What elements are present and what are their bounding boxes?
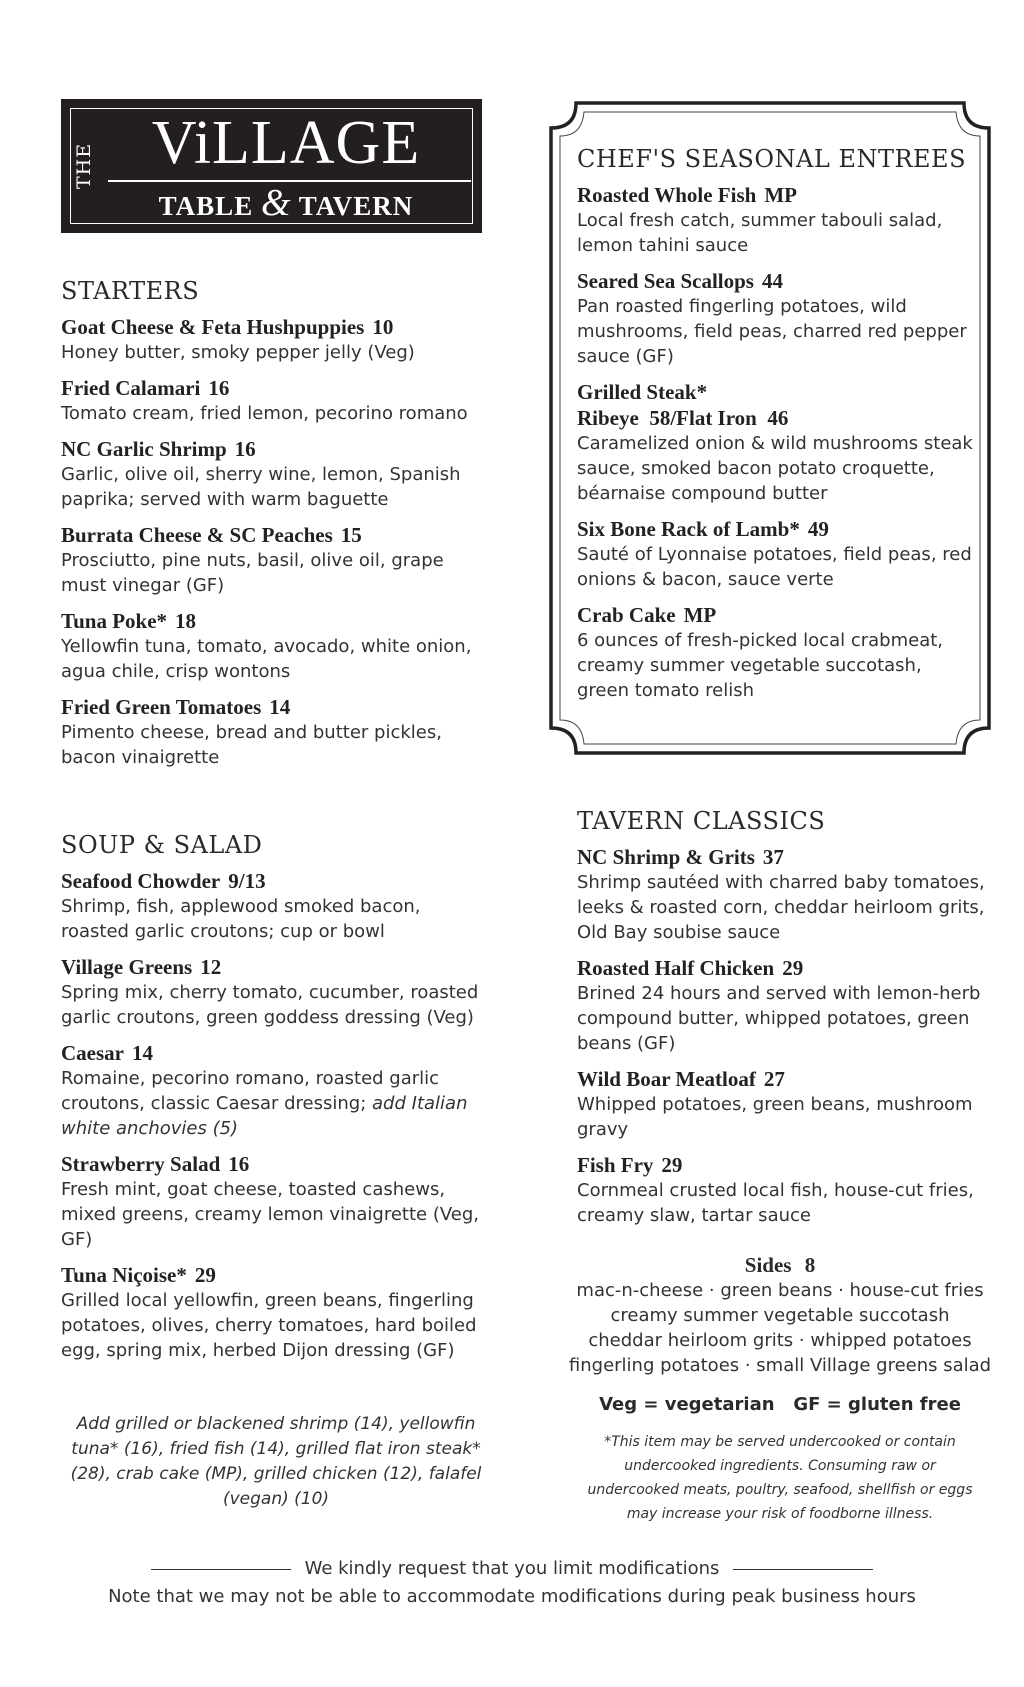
menu-item-price: 37	[762, 845, 784, 869]
menu-item-description	[61, 720, 491, 770]
menu-item-price: 49	[807, 517, 829, 541]
chef-seasonal-frame	[548, 100, 992, 756]
menu-item-description	[577, 208, 977, 258]
menu-item	[577, 268, 977, 369]
footer-line-1	[0, 1555, 1024, 1583]
tavern-classics-section	[577, 806, 1007, 1238]
menu-item-price: 29	[782, 956, 804, 980]
menu-item-name: Wild Boar Meatloaf	[577, 1067, 756, 1091]
soup-salad-title: SOUP & SALAD	[61, 831, 263, 859]
menu-item	[61, 522, 491, 598]
menu-item-price: 29	[661, 1153, 683, 1177]
menu-item-description-text: Romaine, pecorino romano, roasted garlic croutons, classic Caesar dressing;	[61, 1068, 440, 1114]
logo-village: ViLLAGE	[151, 109, 421, 177]
menu-item-name: NC Garlic Shrimp	[61, 437, 227, 461]
footer	[0, 1555, 1024, 1611]
menu-item-name: Strawberry Salad	[61, 1152, 221, 1176]
sides-line: fingerling potatoes · small Village greens salad	[568, 1355, 992, 1376]
sides-section	[560, 1252, 1000, 1526]
soup-salad-list	[61, 868, 491, 1363]
menu-item	[577, 955, 1007, 1056]
menu-item-heading	[61, 314, 491, 340]
menu-item-name: Six Bone Rack of Lamb*	[577, 517, 800, 541]
menu-item	[577, 602, 977, 703]
menu-item-description-text: Grilled local yellowfin, green beans, fingerling potatoes, olives, cherry tomatoes, hard boiled egg, spring mix, herbed Dijon dressing (GF)	[61, 1290, 477, 1361]
menu-item-name: Roasted Whole Fish	[577, 183, 757, 207]
tavern-title: TAVERN CLASSICS	[577, 807, 826, 835]
menu-item-heading	[577, 516, 977, 542]
menu-item	[577, 844, 1007, 945]
menu-item-description	[61, 634, 491, 684]
menu-item-price: 16	[208, 376, 230, 400]
menu-item	[577, 182, 977, 258]
menu-item-heading	[577, 182, 977, 208]
menu-item-description	[61, 1066, 491, 1141]
menu-item-price: 27	[763, 1067, 785, 1091]
menu-item-heading	[577, 1066, 1007, 1092]
menu-item	[577, 1066, 1007, 1142]
menu-item-description	[577, 628, 977, 703]
starters-section	[61, 276, 491, 780]
menu-item-description-text: Shrimp, fish, applewood smoked bacon, roasted garlic croutons; cup or bowl	[61, 896, 421, 942]
menu-item-description	[61, 462, 491, 512]
menu-item	[61, 1262, 491, 1363]
menu-item-price: 10	[372, 315, 394, 339]
menu-item-description	[61, 1288, 491, 1363]
menu-item	[61, 868, 491, 944]
menu-item-description	[577, 981, 1007, 1056]
menu-item-description	[577, 870, 1007, 945]
menu-item-name: Burrata Cheese & SC Peaches	[61, 523, 333, 547]
menu-item-price: 12	[200, 955, 222, 979]
menu-item	[577, 1152, 1007, 1228]
footer-rule-right	[733, 1569, 873, 1570]
menu-item-price: 14	[269, 695, 291, 719]
menu-item-name: Goat Cheese & Feta Hushpuppies	[61, 315, 365, 339]
menu-item-price: 44	[761, 269, 783, 293]
menu-item-heading	[61, 868, 491, 894]
sides-line: creamy summer vegetable succotash	[610, 1305, 950, 1326]
menu-item-cut-prices: Ribeye 58/Flat Iron 46	[577, 406, 789, 430]
menu-item-name: Tuna Niçoise*	[61, 1263, 187, 1287]
menu-item-description-text: Tomato cream, fried lemon, pecorino romano	[61, 403, 468, 424]
menu-item-name: Roasted Half Chicken	[577, 956, 775, 980]
footer-rule-left	[151, 1569, 291, 1570]
menu-item-price: MP	[683, 603, 717, 627]
menu-item-name: Grilled Steak*	[577, 380, 708, 404]
menu-item-description	[577, 431, 977, 506]
menu-item-name: Tuna Poke*	[61, 609, 168, 633]
menu-item	[61, 375, 491, 426]
menu-item-name: Fried Calamari	[61, 376, 201, 400]
menu-item-description-text: Spring mix, cherry tomato, cucumber, roasted garlic croutons, green goddess dressing (Veg)	[61, 982, 479, 1028]
menu-item-price: 15	[340, 523, 362, 547]
menu-item-description	[577, 1092, 1007, 1142]
menu-item-description	[61, 980, 491, 1030]
menu-item-description-text: 6 ounces of fresh-picked local crabmeat, creamy summer vegetable succotash, green tomato relish	[577, 630, 944, 701]
menu-item	[577, 516, 977, 592]
chef-title: CHEF'S SEASONAL ENTREES	[577, 145, 967, 173]
menu-item-description-text: Garlic, olive oil, sherry wine, lemon, Spanish paprika; served with warm baguette	[61, 464, 461, 510]
menu-item-heading	[61, 1151, 491, 1177]
menu-item-description-text: Pan roasted fingerling potatoes, wild mushrooms, field peas, charred red pepper sauce (GF)	[577, 296, 967, 367]
menu-item-heading	[61, 694, 491, 720]
sides-label: Sides	[744, 1253, 792, 1277]
menu-item-heading	[61, 954, 491, 980]
footer-peak-hours-note: Note that we may not be able to accommodate modifications during peak business hours	[108, 1586, 916, 1607]
menu-item-description-text: Sauté of Lyonnaise potatoes, field peas, red onions & bacon, sauce verte	[577, 544, 972, 590]
menu-item-description	[61, 1177, 491, 1252]
sides-title	[560, 1252, 1000, 1278]
menu-item-heading	[577, 602, 977, 628]
menu-item-description-text: Fresh mint, goat cheese, toasted cashews, mixed greens, creamy lemon vinaigrette (Veg, GF)	[61, 1179, 479, 1250]
menu-item-description	[61, 401, 491, 426]
menu-item-heading	[577, 844, 1007, 870]
sides-line: mac-n-cheese · green beans · house-cut fries	[576, 1280, 984, 1301]
footer-modifications-request: We kindly request that you limit modifications	[304, 1558, 720, 1579]
menu-item-description-text: Whipped potatoes, green beans, mushroom gravy	[577, 1094, 973, 1140]
logo-table: TABLE	[158, 191, 254, 221]
menu-item-description-text: Honey butter, smoky pepper jelly (Veg)	[61, 342, 415, 363]
menu-item-description	[577, 294, 977, 369]
tavern-list	[577, 844, 1007, 1228]
menu-item	[61, 1040, 491, 1141]
menu-item-name: Seared Sea Scallops	[577, 269, 754, 293]
menu-item-name: NC Shrimp & Grits	[577, 845, 755, 869]
logo-the: THE	[73, 142, 95, 190]
menu-item-description-text: Pimento cheese, bread and butter pickles, bacon vinaigrette	[61, 722, 442, 768]
menu-item	[61, 1151, 491, 1252]
menu-item-description	[577, 1178, 1007, 1228]
menu-item-heading	[61, 1040, 491, 1066]
menu-item-price: 14	[131, 1041, 153, 1065]
menu-item-description	[61, 548, 491, 598]
menu-item-price: 9/13	[228, 869, 266, 893]
menu-item-price: 18	[175, 609, 197, 633]
menu-item	[61, 436, 491, 512]
dietary-legend: Veg = vegetarian GF = gluten free	[599, 1394, 961, 1415]
menu-item	[61, 314, 491, 365]
starters-title: STARTERS	[61, 277, 200, 305]
menu-item-heading	[577, 955, 1007, 981]
menu-item-description-text: Brined 24 hours and served with lemon-herb compound butter, whipped potatoes, green beans (GF)	[577, 983, 981, 1054]
menu-item-description	[61, 894, 491, 944]
menu-item-heading	[577, 1152, 1007, 1178]
protein-addons: Add grilled or blackened shrimp (14), yellowfin tuna* (16), fried fish (14), grilled flat iron steak* (28), crab cake (MP), grilled chicken (12), falafel (vegan) (10)	[70, 1414, 482, 1509]
logo-table-tavern	[106, 182, 466, 224]
menu-item-name: Fish Fry	[577, 1153, 654, 1177]
menu-item-addon-note: add Italian white anchovies (5)	[61, 1093, 468, 1139]
menu-item-name: Village Greens	[61, 955, 193, 979]
chef-seasonal-section	[577, 144, 977, 713]
menu-item-name: Crab Cake	[577, 603, 676, 627]
menu-item-price: MP	[764, 183, 797, 207]
menu-item-price: 29	[194, 1263, 216, 1287]
logo-tavern: TAVERN	[298, 191, 414, 221]
menu-item-heading	[61, 522, 491, 548]
logo-ampersand: &	[260, 182, 292, 224]
chef-list	[577, 182, 977, 703]
menu-item-heading	[61, 608, 491, 634]
menu-item-name: Fried Green Tomatoes	[61, 695, 262, 719]
sides-price: 8	[804, 1253, 816, 1277]
menu-item-price: 16	[234, 437, 256, 461]
menu-item-description-text: Yellowfin tuna, tomato, avocado, white onion, agua chile, crisp wontons	[61, 636, 472, 682]
menu-item-name: Seafood Chowder	[61, 869, 221, 893]
menu-item-heading	[577, 268, 977, 294]
menu-item	[61, 608, 491, 684]
menu-item-description-text: Shrimp sautéed with charred baby tomatoes, leeks & roasted corn, cheddar heirloom grits, Old Bay soubise sauce	[577, 872, 985, 943]
menu-item-price: 16	[228, 1152, 250, 1176]
starters-list	[61, 314, 491, 770]
restaurant-logo	[61, 99, 482, 233]
menu-item-description	[61, 340, 491, 365]
menu-item	[61, 954, 491, 1030]
menu-item-description-text: Caramelized onion & wild mushrooms steak sauce, smoked bacon potato croquette, béarnaise compound butter	[577, 433, 973, 504]
sides-line: cheddar heirloom grits · whipped potatoes	[588, 1330, 972, 1351]
undercooked-disclaimer: *This item may be served undercooked or contain undercooked ingredients. Consuming raw or undercooked meats, poultry, seafood, shellfish or eggs may increase your risk of foodborne illness.	[587, 1434, 973, 1522]
menu-item-heading	[577, 379, 977, 405]
menu-item-heading	[61, 375, 491, 401]
menu-item-description	[577, 542, 977, 592]
menu-item	[577, 379, 977, 506]
menu-item-name: Caesar	[61, 1041, 124, 1065]
soup-salad-section	[61, 830, 491, 1373]
menu-item-description-text: Local fresh catch, summer tabouli salad, lemon tahini sauce	[577, 210, 943, 256]
menu-item-description-text: Cornmeal crusted local fish, house-cut fries, creamy slaw, tartar sauce	[577, 1180, 974, 1226]
menu-item-heading	[61, 1262, 491, 1288]
menu-item	[61, 694, 491, 770]
menu-item-description-text: Prosciutto, pine nuts, basil, olive oil, grape must vinegar (GF)	[61, 550, 444, 596]
menu-item-heading	[61, 436, 491, 462]
